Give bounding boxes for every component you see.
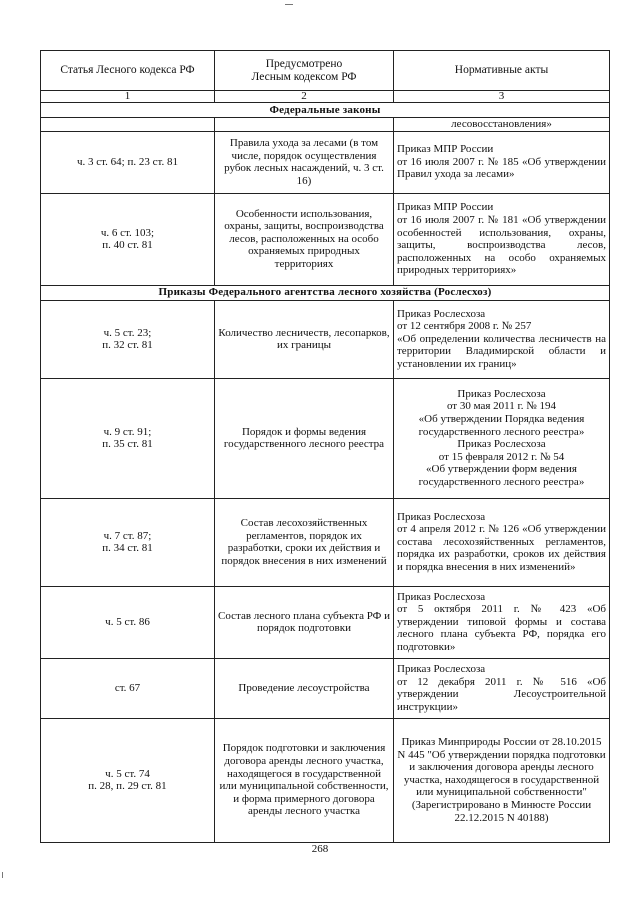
act-cell: Приказ Рослесхоза от 5 октября 2011 г. № 423 «Об утверждении типовой формы и состава лесного плана субъекта РФ, порядка его подготовки»	[394, 586, 610, 658]
table-row	[41, 718, 610, 842]
continuation-text: лесовосстановления»	[394, 118, 610, 132]
article-cell: ч. 5 ст. 74 п. 28, п. 29 ст. 81	[41, 718, 215, 842]
section-title-rosleshoz: Приказы Федерального агентства лесного хозяйства (Рослесхоз)	[41, 285, 610, 300]
legislation-table	[40, 50, 610, 843]
provision-cell: Проведение лесоустройства	[215, 658, 394, 718]
act-cell: Приказ Рослесхоза от 30 мая 2011 г. № 194 «Об утверждении Порядка ведения государственного лесного реестра» Приказ Рослесхоза от 15 февраля 2012 г. № 54 «Об утверждении форм ведения государственного лесного реестра»	[394, 378, 610, 498]
header-row	[41, 51, 610, 91]
section-row	[41, 285, 610, 300]
header-provision: Предусмотрено Лесным кодексом РФ	[215, 51, 394, 91]
continuation-row	[41, 118, 610, 132]
table-row	[41, 193, 610, 285]
provision-cell: Количество лесничеств, лесопарков, их границы	[215, 300, 394, 378]
article-cell: ч. 7 ст. 87; п. 34 ст. 81	[41, 498, 215, 586]
table-row	[41, 498, 610, 586]
table-row	[41, 131, 610, 193]
scan-artifact	[2, 872, 3, 878]
scan-artifact	[285, 4, 293, 5]
article-cell: ч. 6 ст. 103; п. 40 ст. 81	[41, 193, 215, 285]
act-cell: Приказ МПР России от 16 июля 2007 г. № 185 «Об утверждении Правил ухода за лесами»	[394, 131, 610, 193]
table-row	[41, 300, 610, 378]
column-number: 1	[41, 91, 215, 103]
section-row	[41, 103, 610, 118]
section-title-federal-laws: Федеральные законы	[41, 103, 610, 118]
provision-cell: Порядок подготовки и заключения договора аренды лесного участка, находящегося в государственной или муниципальной собственности, и форма примерного договора аренды лесного участка	[215, 718, 394, 842]
act-cell: Приказ Рослесхоза от 12 декабря 2011 г. № 516 «Об утверждении Лесоустроительной инструкции»	[394, 658, 610, 718]
column-number-row	[41, 91, 610, 103]
provision-cell: Состав лесного плана субъекта РФ и порядок подготовки	[215, 586, 394, 658]
article-cell: ч. 5 ст. 86	[41, 586, 215, 658]
act-cell: Приказ Рослесхоза от 4 апреля 2012 г. № 126 «Об утверждении состава лесохозяйственных регламентов, порядка их разработки, сроков их действия и порядка внесения в них изменений»	[394, 498, 610, 586]
column-number: 3	[394, 91, 610, 103]
column-number: 2	[215, 91, 394, 103]
provision-cell: Особенности использования, охраны, защиты, воспроизводства лесов, расположенных на особо охраняемых природных территориях	[215, 193, 394, 285]
header-article: Статья Лесного кодекса РФ	[41, 51, 215, 91]
article-cell: ч. 3 ст. 64; п. 23 ст. 81	[41, 131, 215, 193]
table-row	[41, 378, 610, 498]
page-number: 268	[311, 843, 329, 855]
provision-cell: Состав лесохозяйственных регламентов, порядок их разработки, сроки их действия и порядок внесения в них изменений	[215, 498, 394, 586]
table-row	[41, 586, 610, 658]
article-cell: ч. 5 ст. 23; п. 32 ст. 81	[41, 300, 215, 378]
provision-cell: Порядок и формы ведения государственного лесного реестра	[215, 378, 394, 498]
provision-cell: Правила ухода за лесами (в том числе, порядок осуществления рубок лесных насаждений, ч. 3 ст. 16)	[215, 131, 394, 193]
act-cell: Приказ Минприроды России от 28.10.2015 N 445 "Об утверждении порядка подготовки и заключения договора аренды лесного участка, находящегося в государственной или муниципальной собственности" (Зарегистрировано в Минюсте России 22.12.2015 N 40188)	[394, 718, 610, 842]
article-cell: ч. 9 ст. 91; п. 35 ст. 81	[41, 378, 215, 498]
act-cell: Приказ Рослесхоза от 12 сентября 2008 г. № 257 «Об определении количества лесничеств на территории Владимирской области и установлении их границ»	[394, 300, 610, 378]
table-row	[41, 658, 610, 718]
header-acts: Нормативные акты	[394, 51, 610, 91]
act-cell: Приказ МПР России от 16 июля 2007 г. № 181 «Об утверждении особенностей использования, охраны, защиты, воспроизводства лесов, расположенных на особо охраняемых природных территориях»	[394, 193, 610, 285]
article-cell: ст. 67	[41, 658, 215, 718]
